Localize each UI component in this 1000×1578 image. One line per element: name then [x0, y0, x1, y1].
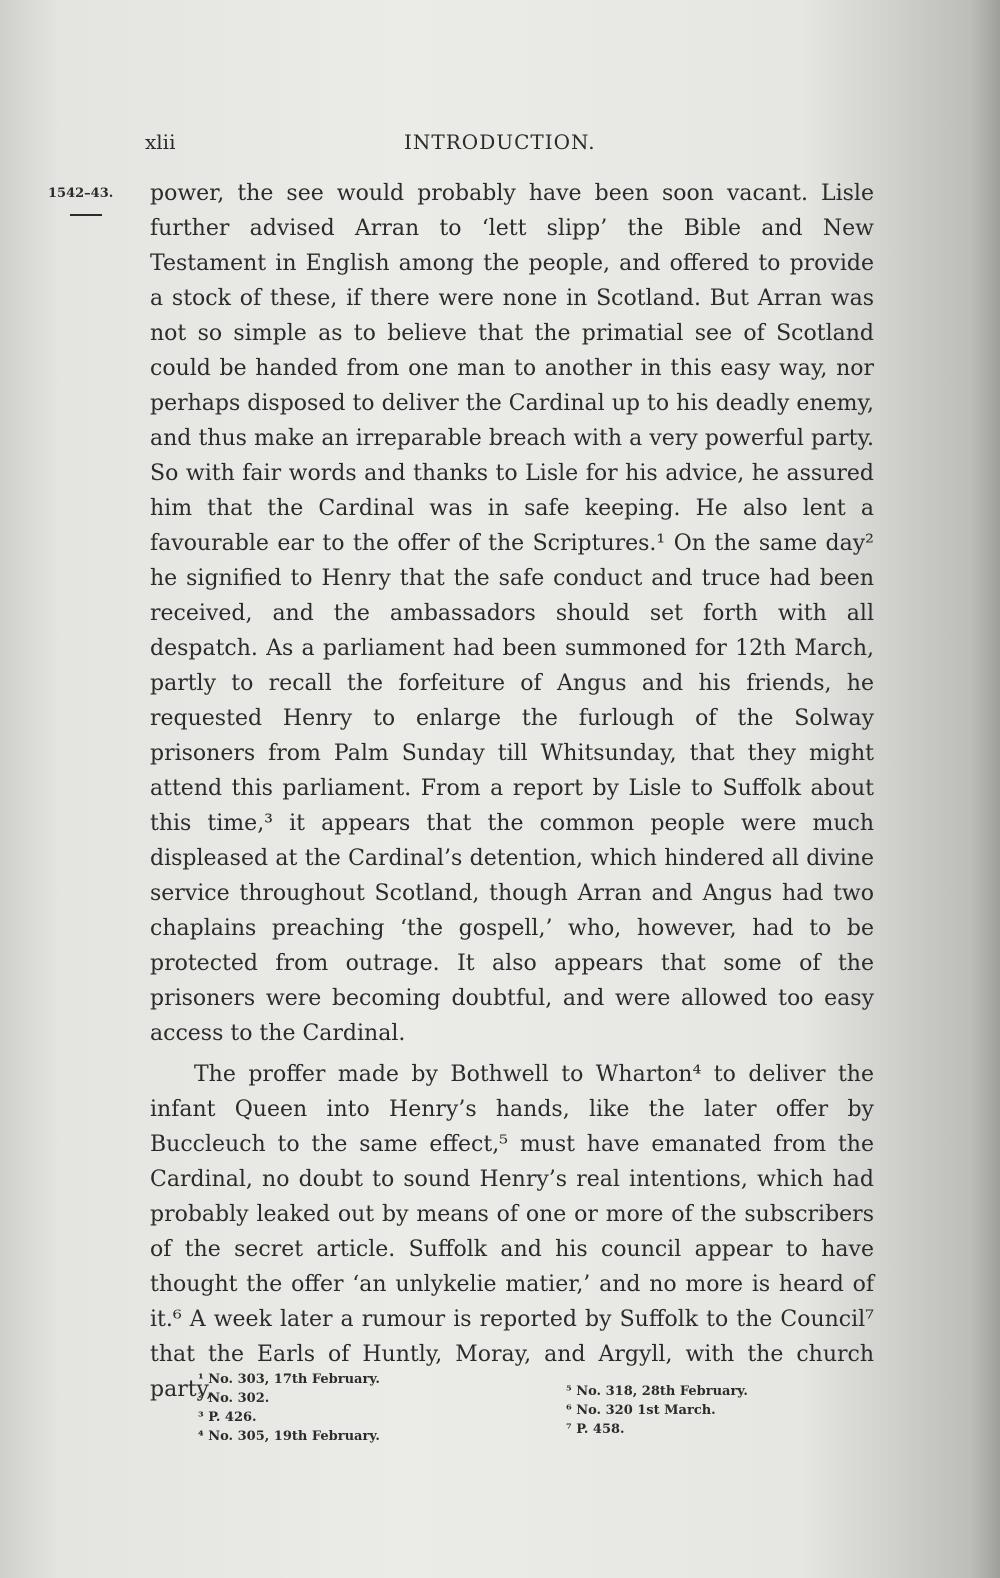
margin-rule — [70, 214, 102, 216]
footnote: ¹ No. 303, 17th February. — [198, 1372, 380, 1387]
footnote: ⁷ P. 458. — [566, 1422, 625, 1437]
page-number: xlii — [145, 130, 176, 154]
running-title: INTRODUCTION. — [404, 130, 596, 154]
running-head — [145, 126, 873, 158]
footnote: ² No. 302. — [198, 1391, 270, 1406]
footnote: ⁶ No. 320 1st March. — [566, 1403, 716, 1418]
footnote: ⁴ No. 305, 19th February. — [198, 1429, 380, 1444]
footnote: ⁵ No. 318, 28th February. — [566, 1384, 748, 1399]
margin-date-note: 1542–43. — [48, 186, 114, 201]
body-text — [150, 176, 874, 1407]
paragraph: The proffer made by Bothwell to Wharton⁴ to deliver the infant Queen into Henry’s hands, like the later offer by Buccleuch to the same effect,⁵ must have emanated from the Cardinal, no doubt to sound Henry’s real intentions, which had probably leaked out by means of one or more of the subscribers of the secret article. Suffolk and his council appear to have thought the offer ‘an unlykelie matier,’ and no more is heard of it.⁶ A week later a rumour is reported by Suffolk to the Council⁷ that the Earls of Huntly, Moray, and Argyll, with the church party, — [150, 1062, 874, 1402]
footnote: ³ P. 426. — [198, 1410, 257, 1425]
footnotes-right-column — [566, 1382, 748, 1439]
paragraph: power, the see would probably have been soon vacant. Lisle further advised Arran to ‘lett slipp’ the Bible and New Testament in English among the people, and offered to provide a stock of these, if there were none in Scotland. But Arran was not so simple as to believe that the primatial see of Scotland could be handed from one man to another in this easy way, nor perhaps disposed to deliver the Cardinal up to his deadly enemy, and thus make an irreparable breach with a very powerful party. So with fair words and thanks to Lisle for his advice, he assured him that the Cardinal was in safe keeping. He also lent a favourable ear to the offer of the Scriptures.¹ On the same day² he signified to Henry that the safe conduct and truce had been received, and the ambassadors should set forth with all despatch. As a parliament had been summoned for 12th March, partly to recall the forfeiture of Angus and his friends, he requested Henry to enlarge the furlough of the Solway prisoners from Palm Sunday till Whitsunday, that they might attend this parliament. From a report by Lisle to Suffolk about this time,³ it appears that the common people were much displeased at the Cardinal’s detention, which hindered all divine service throughout Scotland, though Arran and Angus had two chaplains preaching ‘the gospell,’ who, however, had to be protected from outrage. It also appears that some of the prisoners were becoming doubtful, and were allowed too easy access to the Cardinal. — [150, 181, 874, 1046]
footnotes-left-column — [198, 1370, 380, 1446]
